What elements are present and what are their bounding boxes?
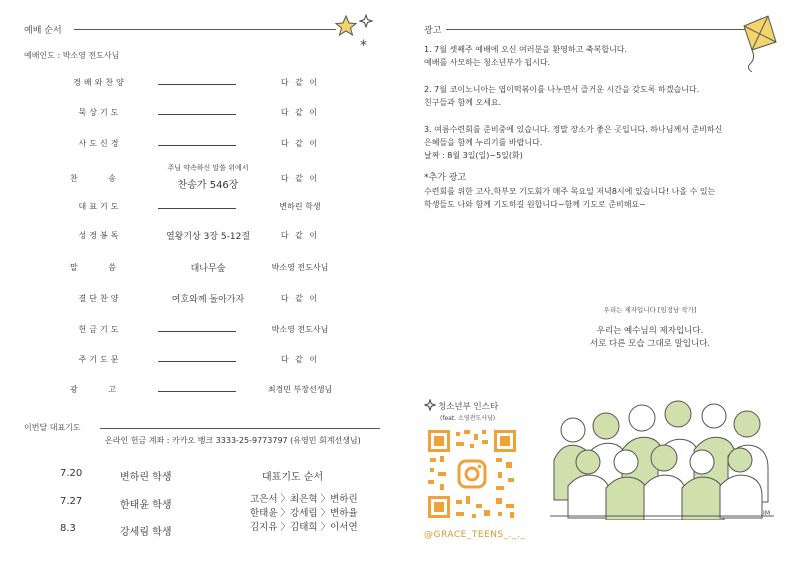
- ad-title: 광고: [424, 26, 442, 36]
- order-label: 헌금기도: [78, 325, 122, 334]
- ad-line: 1. 7월 셋째주 예배에 오신 여러분을 환영하고 축복합니다.: [424, 45, 628, 54]
- order-label: 사도신경: [78, 139, 122, 148]
- order-line: [158, 84, 236, 85]
- ad-divider: [446, 29, 746, 30]
- insta-handle[interactable]: @GRACE_TEENS_._._: [424, 530, 526, 540]
- offering-account: 온라인 헌금 계좌 : 카카오 뱅크 3333-25-9773797 (유영민 회계선생님): [105, 436, 361, 445]
- order-label: 대표기도: [78, 202, 122, 211]
- sermon-title: 대나무숲: [190, 264, 226, 274]
- order-line: [158, 145, 236, 146]
- sparkle-icon: [359, 14, 373, 28]
- order-assignee: 다 같 이: [280, 108, 320, 117]
- order-assignee: 다 같 이: [280, 174, 320, 183]
- prayer-date: 8.3: [60, 523, 76, 534]
- worship-leader: 예배인도 : 박소영 전도사님: [24, 51, 120, 60]
- art-caption: 우리는 제자입니다 [임정남 작가]: [603, 306, 697, 314]
- prayer-date: 7.27: [60, 496, 83, 507]
- order-label: 찬 송: [70, 174, 130, 183]
- prayer-section-title: 이번달 대표기도: [24, 423, 81, 432]
- art-line-2: 서로 다른 모습 그대로 말입니다.: [589, 339, 711, 349]
- hymn-number: 찬송가 546장: [177, 180, 239, 191]
- prayer-name: 강세림 학생: [120, 527, 172, 538]
- extra-ad-line: 수련회를 위한 고사,학부모 기도회가 매주 목요일 저녁8시에 있습니다! 나올 수 있는: [424, 187, 716, 196]
- prayer-name: 변하린 학생: [120, 472, 172, 483]
- order-assignee: 다 같 이: [280, 294, 320, 303]
- art-line-1: 우리는 예수님의 제자입니다.: [596, 326, 704, 336]
- rotation-line: 김지유 〉김태희 〉이서연: [250, 522, 358, 533]
- ad-line: 2. 7월 코이노니아는 엽이떡볶이를 나누면서 즐거운 시간을 갖도록 하겠습니다.: [424, 85, 700, 94]
- order-label: 결단찬양: [78, 294, 122, 303]
- order-line: [158, 114, 236, 115]
- rotation-line: 고은서 〉최은혁 〉변하린: [250, 494, 358, 505]
- asterisk-icon: *: [360, 38, 367, 54]
- disciples-illustration: [548, 390, 778, 520]
- response-song: 여호와께 돌아가자: [171, 295, 245, 305]
- order-line: [158, 361, 236, 362]
- order-row: [60, 165, 350, 193]
- order-row: [60, 226, 350, 246]
- qr-code[interactable]: [426, 428, 518, 520]
- order-label: 말 씀: [70, 263, 130, 272]
- order-assignee: 변하린 학생: [279, 202, 321, 211]
- order-label: 경배와찬양: [73, 78, 127, 87]
- star-icon: [334, 14, 358, 38]
- order-label: 성경봉독: [78, 231, 122, 240]
- order-line: [158, 331, 236, 332]
- artist-signature: IM: [763, 510, 770, 517]
- rotation-title: 대표기도 순서: [262, 472, 324, 483]
- order-assignee: 최경민 부장선생님: [267, 385, 333, 394]
- prayer-name: 한태윤 학생: [120, 500, 172, 511]
- scripture: 열왕기상 3장 5-12절: [165, 232, 251, 242]
- prayer-divider: [100, 428, 380, 429]
- sparkle-icon: [424, 399, 436, 411]
- order-label: 묵상기도: [78, 108, 122, 117]
- order-row: [60, 350, 350, 370]
- order-assignee: 다 같 이: [280, 355, 320, 364]
- ad-line: 예배를 사모하는 청소년부가 됩시다.: [424, 58, 551, 67]
- order-row: [60, 380, 350, 400]
- extra-ad-line: 학생들도 나와 함께 기도하길 원합니다~함께 기도로 준비해요~: [424, 200, 646, 209]
- ad-line: 친구들과 함께 오세요.: [424, 98, 502, 107]
- order-assignee: 다 같 이: [280, 139, 320, 148]
- order-row: [60, 103, 350, 123]
- order-label: 광 고: [70, 385, 130, 394]
- order-row: [60, 134, 350, 154]
- worship-title: 예배 순서: [24, 26, 62, 36]
- order-row: [60, 73, 350, 93]
- title-divider: [74, 29, 336, 30]
- insta-title: 청소년부 인스타: [438, 402, 499, 412]
- ad-line: 은혜들을 함께 누리기를 바랍니다.: [424, 138, 543, 147]
- ad-list: [424, 43, 754, 211]
- order-assignee: 다 같 이: [280, 78, 320, 87]
- order-assignee: 박소영 전도사님: [271, 263, 329, 272]
- order-row: [60, 258, 350, 278]
- order-row: [60, 289, 350, 309]
- order-line: [158, 391, 236, 392]
- hymn-title: 주님 약속하신 말씀 위에서: [167, 164, 249, 172]
- order-assignee: 다 같 이: [280, 231, 320, 240]
- rotation-line: 한태윤 〉강세림 〉변하율: [250, 508, 358, 519]
- ad-line: 3. 여름수련회를 준비중에 있습니다. 정말 장소가 좋은 곳입니다. 하나님께서 준비하신: [424, 125, 723, 134]
- order-row: [60, 320, 350, 340]
- ad-line: 날짜 : 8월 3일(일)~5일(화): [424, 151, 523, 160]
- insta-subtitle: (feat. 소영전도사님): [440, 415, 496, 422]
- prayer-date: 7.20: [60, 468, 83, 479]
- order-assignee: 박소영 전도사님: [271, 325, 329, 334]
- extra-ad-title: *추가 광고: [424, 173, 467, 183]
- order-label: 주기도문: [78, 355, 122, 364]
- order-line: [158, 208, 236, 209]
- order-row: [60, 197, 350, 217]
